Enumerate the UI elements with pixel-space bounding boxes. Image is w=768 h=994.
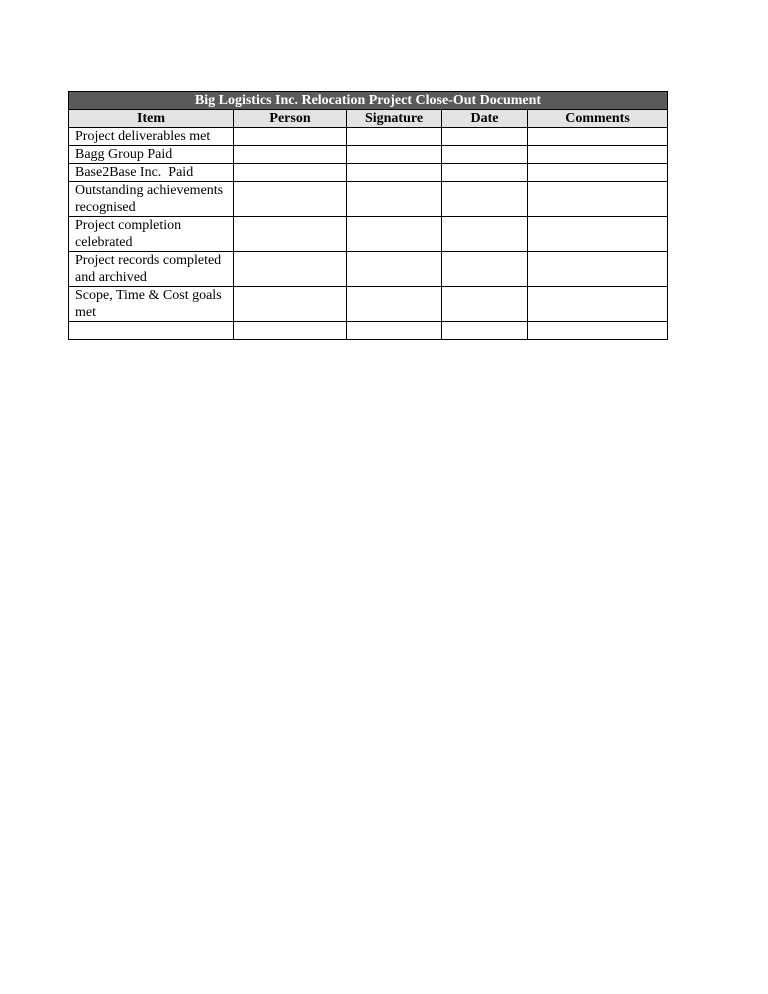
- item-cell: Bagg Group Paid: [69, 146, 234, 164]
- signature-cell[interactable]: [347, 287, 442, 322]
- signature-cell[interactable]: [347, 146, 442, 164]
- person-cell[interactable]: [234, 217, 347, 252]
- column-header-person: Person: [234, 110, 347, 128]
- table-row: [69, 322, 668, 340]
- item-cell: Base2Base Inc. Paid: [69, 164, 234, 182]
- column-header-signature: Signature: [347, 110, 442, 128]
- date-cell[interactable]: [442, 217, 528, 252]
- date-cell[interactable]: [442, 182, 528, 217]
- comments-cell[interactable]: [528, 252, 668, 287]
- comments-cell[interactable]: [528, 287, 668, 322]
- table-row: [69, 252, 668, 287]
- date-cell[interactable]: [442, 146, 528, 164]
- comments-cell[interactable]: [528, 146, 668, 164]
- date-cell[interactable]: [442, 322, 528, 340]
- date-cell[interactable]: [442, 128, 528, 146]
- person-cell[interactable]: [234, 182, 347, 217]
- signature-cell[interactable]: [347, 182, 442, 217]
- date-cell[interactable]: [442, 287, 528, 322]
- close-out-sheet: [68, 91, 667, 340]
- person-cell[interactable]: [234, 146, 347, 164]
- column-header-date: Date: [442, 110, 528, 128]
- item-cell[interactable]: [69, 322, 234, 340]
- person-cell[interactable]: [234, 252, 347, 287]
- title-row: [69, 92, 668, 110]
- item-cell: Outstanding achievements recognised: [69, 182, 234, 217]
- date-cell[interactable]: [442, 252, 528, 287]
- comments-cell[interactable]: [528, 322, 668, 340]
- signature-cell[interactable]: [347, 164, 442, 182]
- comments-cell[interactable]: [528, 164, 668, 182]
- document-title: Big Logistics Inc. Relocation Project Close-Out Document: [69, 92, 668, 110]
- item-cell: Project records completed and archived: [69, 252, 234, 287]
- person-cell[interactable]: [234, 128, 347, 146]
- comments-cell[interactable]: [528, 217, 668, 252]
- comments-cell[interactable]: [528, 182, 668, 217]
- signature-cell[interactable]: [347, 252, 442, 287]
- person-cell[interactable]: [234, 322, 347, 340]
- table-row: [69, 146, 668, 164]
- close-out-table: [68, 91, 668, 340]
- item-cell: Project completion celebrated: [69, 217, 234, 252]
- item-cell: Project deliverables met: [69, 128, 234, 146]
- table-row: [69, 128, 668, 146]
- table-row: [69, 217, 668, 252]
- column-header-comments: Comments: [528, 110, 668, 128]
- date-cell[interactable]: [442, 164, 528, 182]
- signature-cell[interactable]: [347, 322, 442, 340]
- person-cell[interactable]: [234, 164, 347, 182]
- item-cell: Scope, Time & Cost goals met: [69, 287, 234, 322]
- table-row: [69, 164, 668, 182]
- signature-cell[interactable]: [347, 128, 442, 146]
- comments-cell[interactable]: [528, 128, 668, 146]
- signature-cell[interactable]: [347, 217, 442, 252]
- table-row: [69, 182, 668, 217]
- column-header-item: Item: [69, 110, 234, 128]
- person-cell[interactable]: [234, 287, 347, 322]
- header-row: [69, 110, 668, 128]
- table-row: [69, 287, 668, 322]
